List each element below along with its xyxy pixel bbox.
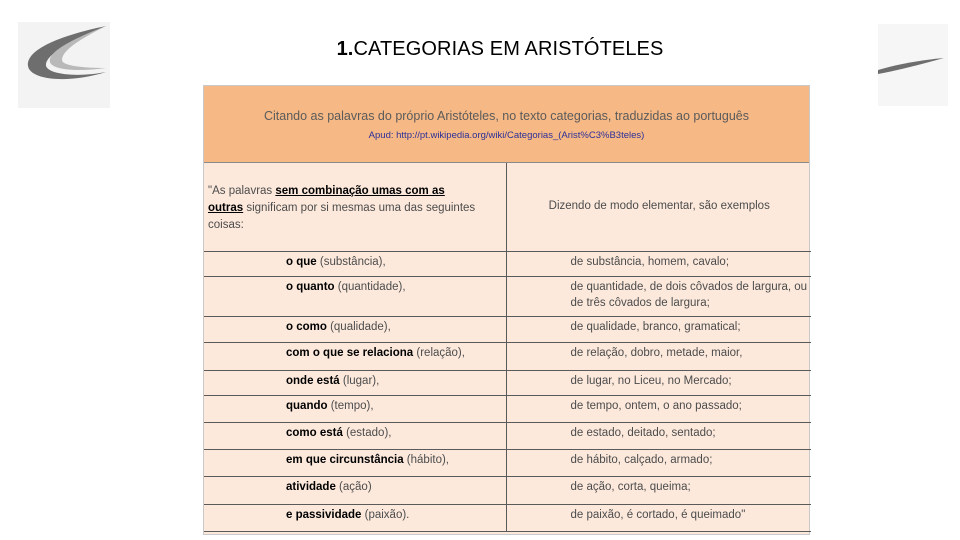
categories-table — [204, 163, 811, 532]
example-cell — [507, 276, 811, 316]
category-example: de relação, dobro, metade, maior, — [570, 346, 743, 359]
category-paren: (quantidade), — [334, 280, 406, 293]
category-example: de qualidade, branco, gramatical; — [570, 320, 741, 333]
table-row — [204, 395, 811, 422]
document-header — [204, 86, 809, 163]
category-cell — [204, 504, 507, 531]
category-cell — [204, 395, 507, 422]
category-paren: (qualidade), — [326, 320, 391, 333]
category-cell — [204, 276, 507, 316]
swoosh-logo-right — [878, 24, 948, 106]
table-row — [204, 476, 811, 504]
examples-header-cell — [507, 163, 811, 251]
swoosh-logo-left — [18, 22, 110, 108]
category-example: de estado, deitado, sentado; — [570, 426, 716, 439]
examples-header: Dizendo de modo elementar, são exemplos — [548, 200, 770, 212]
table-row — [204, 276, 811, 316]
example-cell — [507, 504, 811, 531]
category-term: e passividade — [286, 508, 362, 521]
categories-document — [203, 85, 810, 535]
category-example: de substância, homem, cavalo; — [570, 255, 730, 268]
intro-cell — [204, 163, 507, 251]
category-term: o quanto — [286, 280, 335, 293]
table-header-row — [204, 163, 811, 251]
category-example: de quantidade, de dois côvados de largura, ou de três côvados de largura; — [570, 280, 808, 309]
slide-title-text: CATEGORIAS EM ARISTÓTELES — [353, 38, 664, 60]
header-source-link[interactable]: Apud: http://pt.wikipedia.org/wiki/Categorias_(Arist%C3%B3teles) — [368, 130, 645, 141]
table-row — [204, 342, 811, 370]
example-cell — [507, 476, 811, 504]
category-paren: (tempo), — [327, 399, 374, 412]
category-cell — [204, 316, 507, 342]
table-row — [204, 504, 811, 531]
example-cell — [507, 449, 811, 476]
category-cell — [204, 342, 507, 370]
categories-rows — [204, 251, 811, 531]
category-example: de ação, corta, queima; — [570, 480, 691, 493]
example-cell — [507, 342, 811, 370]
category-term: com o que se relaciona — [286, 346, 414, 359]
intro-underlined-1: sem combinação umas com as — [275, 185, 445, 197]
category-paren: (lugar), — [339, 374, 380, 387]
table-row — [204, 449, 811, 476]
category-term: o que — [286, 255, 317, 268]
intro-suffix: significam por si mesmas uma das seguintes coisas: — [208, 202, 476, 231]
category-cell — [204, 476, 507, 504]
example-cell — [507, 370, 811, 395]
category-paren: (substância), — [316, 255, 386, 268]
intro-underlined-2: outras — [208, 202, 244, 214]
category-paren: (relação), — [413, 346, 465, 359]
category-example: de tempo, ontem, o ano passado; — [570, 399, 742, 412]
table-row — [204, 316, 811, 342]
table-row — [204, 422, 811, 449]
category-paren: (paixão). — [361, 508, 410, 521]
category-term: atividade — [286, 480, 336, 493]
category-term: onde está — [286, 374, 340, 387]
category-example: de hábito, calçado, armado; — [570, 453, 713, 466]
category-term: em que circunstância — [286, 453, 404, 466]
category-example: de paixão, é cortado, é queimado" — [570, 508, 746, 521]
table-row — [204, 251, 811, 276]
category-cell — [204, 422, 507, 449]
slide-title-number: 1. — [336, 38, 354, 60]
example-cell — [507, 422, 811, 449]
category-example: de lugar, no Liceu, no Mercado; — [570, 374, 732, 387]
category-paren: (hábito), — [403, 453, 449, 466]
example-cell — [507, 251, 811, 276]
category-term: como está — [286, 426, 343, 439]
category-cell — [204, 251, 507, 276]
category-term: quando — [286, 399, 328, 412]
example-cell — [507, 316, 811, 342]
category-paren: (estado), — [342, 426, 392, 439]
table-row — [204, 370, 811, 395]
category-paren: (ação) — [335, 480, 372, 493]
intro-prefix: "As palavras — [208, 185, 276, 197]
slide-title — [0, 38, 960, 61]
category-term: o como — [286, 320, 327, 333]
category-cell — [204, 370, 507, 395]
header-citation: Citando as palavras do próprio Aristóteles, no texto categorias, traduzidas ao português — [263, 109, 749, 123]
category-cell — [204, 449, 507, 476]
example-cell — [507, 395, 811, 422]
